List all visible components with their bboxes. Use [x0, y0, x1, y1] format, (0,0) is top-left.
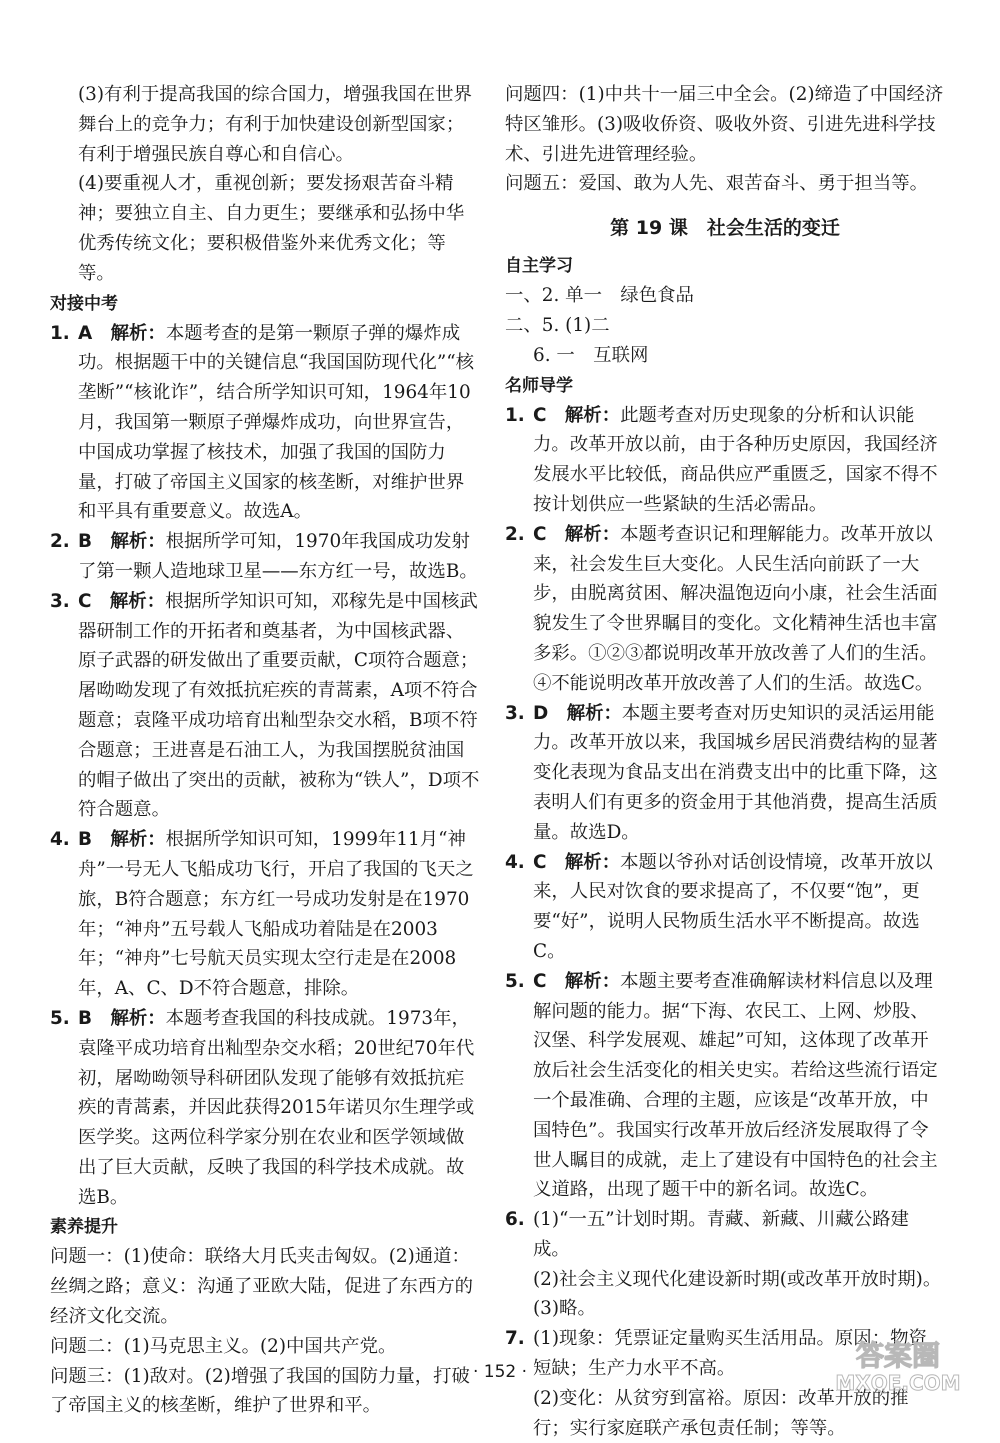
section-title-mingshi: 名师导学: [505, 375, 573, 396]
answer-item: 1. A 解析：本题考查的是第一颗原子弹的爆炸成功。根据题干中的关键信息“我国国防现代化”“核垄断”“核讹诈”，结合所学知识可知，1964年10月，我国第一颗原子弹爆炸成功，向世界宣告，中国成功掌握了核技术，加强了我国的国防力量，打破了帝国主义国家的核垄断，对维护世界和平具有重要意义。故选A。: [50, 322, 475, 523]
section4-list: [505, 401, 945, 1443]
right-column: [505, 80, 945, 1443]
answer-item: 2. C 解析：本题考查识记和理解能力。改革开放以来，社会发生巨大变化。人民生活向前跃了一大步，由脱离贫困、解决温饱迈向小康，社会生活面貌发生了令世界瞩目的变化。文化精神生活也丰富多彩。①②③都说明改革开放改善了人们的生活。④不能说明改革开放改善了人们的生活。故选C。: [505, 523, 938, 694]
question-item: 问题五：爱国、敢为人先、艰苦奋斗、勇于担当等。: [505, 173, 928, 195]
watermark-logo-icon: [806, 1335, 991, 1395]
section1-list: [50, 319, 480, 1213]
section-title-suyang: 素养提升: [50, 1217, 118, 1238]
question-item: 问题四：(1)中共十一届三中全会。(2)缔造了中国经济特区雏形。(3)吸收侨资、吸收外资、引进先进科学技术、引进先进管理经验。: [505, 84, 944, 165]
section-title-zizhu: 自主学习: [505, 256, 573, 277]
section-title-duijie: 对接中考: [50, 293, 118, 314]
intro-item-3: (3)有利于提高我国的综合国力，增强我国在世界舞台上的竞争力；有利于加快建设创新型国家；有利于增强民族自尊心和自信心。: [78, 84, 472, 165]
answer-item: 1. C 解析：此题考查对历史现象的分析和认识能力。改革开放以前，由于各种历史原因，我国经济发展水平比较低，商品供应严重匮乏，国家不得不按计划供应一些紧缺的生活必需品。: [505, 404, 938, 515]
question-item: 问题二：(1)马克思主义。(2)中国共产党。: [50, 1335, 397, 1357]
page-number: · 152 ·: [472, 1362, 528, 1382]
svg-text:答案圈: 答案圈: [855, 1339, 941, 1372]
answer-item: 5. B 解析：本题考查我国的科技成就。1973年，袁隆平成功培育出籼型杂交水稻；20世纪70年代初，屠呦呦领导科研团队发现了能够有效抵抗疟疾的青蒿素，并因此获得2015年诺贝尔生理学或医学奖。这两位科学家分别在农业和医学领域做出了巨大贡献，反映了我国的科学技术成就。故选B。: [50, 1007, 475, 1208]
answer-item: 5. C 解析：本题主要考查准确解读材料信息以及理解问题的能力。据“下海、农民工、上网、炒股、汉堡、科学发展观、雄起”可知，这体现了改革开放后社会生活变化的相关史实。若给这些流行语定一个最准确、合理的主题，应该是“改革开放，中国特色”。我国实行改革开放后经济发展取得了令世人瞩目的成就，走上了建设有中国特色的社会主义道路，出现了题干中的新名词。故选C。: [505, 970, 938, 1201]
fill-line: 二、5. (1)二: [505, 314, 610, 336]
question-item: 问题一：(1)使命：联络大月氏夹击匈奴。(2)通道：丝绸之路；意义：沟通了亚欧大陆，促进了东西方的经济文化交流。: [50, 1246, 473, 1328]
answer-item: 3. D 解析：本题主要考查对历史知识的灵活运用能力。改革开放以来，我国城乡居民消费结构的显著变化表现为食品支出在消费支出中的比重下降，这表明人们有更多的资金用于其他消费，提高生活质量。故选D。: [505, 702, 938, 843]
lesson-title: 第 19 课 社会生活的变迁: [610, 217, 840, 240]
answer-item: 4. B 解析：根据所学知识可知，1999年11月“神舟”一号无人飞船成功飞行，开启了我国的飞天之旅，B符合题意；东方红一号成功发射是在1970年；“神舟”五号载人飞船成功着陆是在2003年；“神舟”七号航天员实现太空行走是在2008年，A、C、D不符合题意，排除。: [50, 829, 474, 1000]
intro-item-4: (4)要重视人才，重视创新；要发扬艰苦奋斗精神；要独立自主、自力更生；要继承和弘扬中华优秀传统文化；要积极借鉴外来优秀文化；等等。: [78, 173, 465, 284]
fill-line: 6. 一 互联网: [533, 344, 649, 366]
answer-item-6: 6. (1)“一五”计划时期。青藏、新藏、川藏公路建成。 (2)社会主义现代化建设新时期(或改革开放时期)。 (3)略。: [505, 1209, 942, 1320]
question-item: 问题三：(1)敌对。(2)增强了我国的国防力量，打破了帝国主义的核垄断，维护了世界和平。: [50, 1365, 470, 1417]
answer-item-7: 7. (1)现象：凭票证定量购买生活用品。原因：物资短缺；生产力水平不高。 (2)变化：从贫穷到富裕。原因：改革开放的推行；实行家庭联产承包责任制；等等。: [505, 1328, 927, 1439]
fill-line: 一、2. 单一 绿色食品: [505, 285, 694, 307]
answer-item: 2. B 解析：根据所学可知，1970年我国成功发射了第一颗人造地球卫星——东方红一号，故选B。: [50, 531, 478, 582]
answer-item: 3. C 解析：根据所学知识可知，邓稼先是中国核武器研制工作的开拓者和奠基者，为中国核武器、原子武器的研发做出了重要贡献，C项符合题意；屠呦呦发现了有效抵抗疟疾的青蒿素，A项不符合题意；袁隆平成功培育出籼型杂交水稻，B项不符合题意；王进喜是石油工人，为我国摆脱贫油国的帽子做出了突出的贡献，被称为“铁人”，D项不符合题意。: [50, 590, 480, 821]
svg-text:MXQE.COM: MXQE.COM: [835, 1371, 961, 1395]
answer-item: 4. C 解析：本题以爷孙对话创设情境，改革开放以来，人民对饮食的要求提高了，不仅要“饱”，更要“好”，说明人民物质生活水平不断提高。故选C。: [505, 851, 933, 962]
left-column: [50, 80, 480, 1421]
